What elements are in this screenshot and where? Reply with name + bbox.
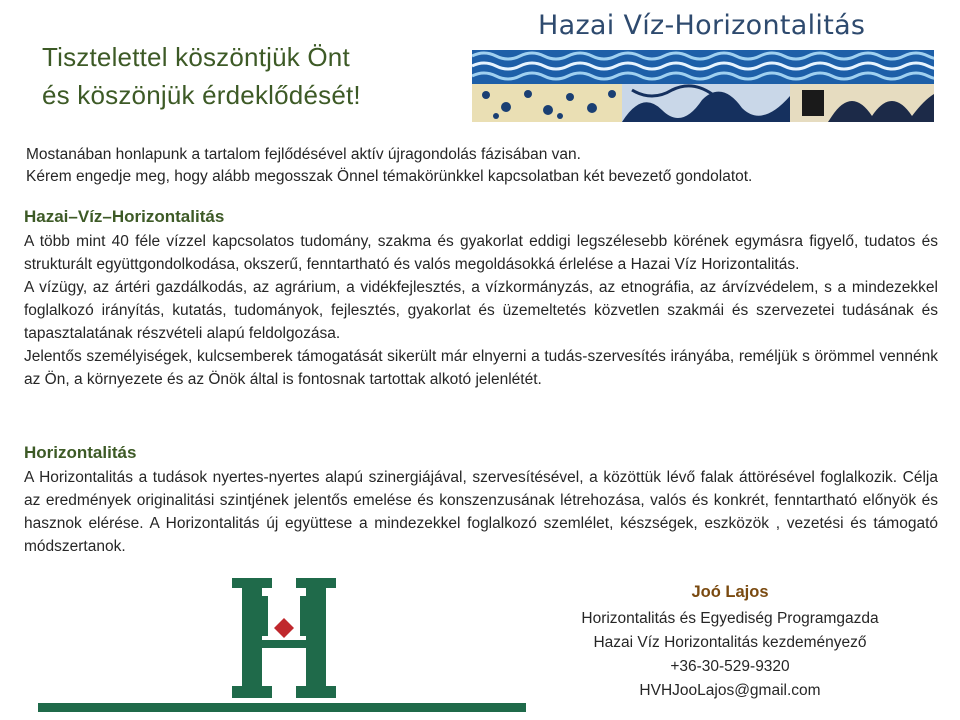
intro-line-2: Kérem engedje meg, hogy alább megosszak Önnel témakörünkkel kapcsolatban két bevezető gondolatot. [26, 168, 753, 185]
section-horizontalitas [24, 440, 938, 558]
divider-bar [38, 703, 526, 712]
greeting-line-1: Tisztelettel köszöntjük Önt [42, 42, 350, 72]
section-paragraph: A vízügy, az ártéri gazdálkodás, az agrárium, a vidékfejlesztés, a vízkormányzás, az etnográfia, az árvízvédelem, s a mindezekkel foglalkozó irányítás, kutatás, tudományok, fejlesztés, gyakorlat és üzemeltetés közvetlen szakmái és szervezetei tudásának és tapasztalatának részvételi alapú feldolgozása. [24, 279, 938, 342]
author-name: Joó Lajos [691, 583, 769, 601]
section-heading: Horizontalitás [24, 443, 137, 462]
author-role-1: Horizontalitás és Egyediség Programgazda [581, 610, 879, 627]
greeting-line-2: és köszönjük érdeklődését! [42, 80, 361, 110]
hvh-logo-icon [232, 578, 336, 698]
author-role-2: Hazai Víz Horizontalitás kezdeményező [593, 634, 867, 651]
intro [26, 144, 946, 188]
section-hazai-viz-horizontalitas [24, 204, 938, 391]
wave-ornament-banner [472, 50, 934, 122]
brand-title: Hazai Víz-Horizontalitás [538, 10, 866, 41]
author-phone: +36-30-529-9320 [670, 658, 790, 675]
section-heading: Hazai–Víz–Horizontalitás [24, 207, 225, 226]
section-paragraph: A több mint 40 féle vízzel kapcsolatos tudomány, szakma és gyakorlat eddigi legszélesebb körének egymásra figyelő, tudatos és strukturált együttgondolkodása, okszerű, fenntartható és valós megoldásokká érlelése a Hazai Víz Horizontalitás. [24, 233, 938, 273]
section-paragraph: Jelentős személyiségek, kulcsemberek támogatását sikerült már elnyerni a tudás-szervesítés irányába, reméljük s örömmel vennénk az Ön, a környezete és az Önök által is fontosnak tartottak alkotó jelenlétét. [24, 348, 938, 388]
author-email: HVHJooLajos@gmail.com [639, 682, 821, 699]
signature-block [520, 580, 940, 703]
intro-line-1: Mostanában honlapunk a tartalom fejlődésével aktív újragondolás fázisában van. [26, 146, 581, 163]
greeting [42, 38, 361, 114]
section-paragraph: A Horizontalitás a tudások nyertes-nyertes alapú szinergiájával, szervesítésével, a közöttük lévő falak áttörésével foglalkozik. Célja az eredmények originalitási szintjének jelentős emelése és konszenzusának létrehozása, valós és konkrét, fenntartható előnyök és hasznok elérése. A Horizontalitás új együttese a mindezekkel foglalkozó szemlélet, készségek, eszközök , vezetési és támogató módszertanok. [24, 469, 938, 555]
